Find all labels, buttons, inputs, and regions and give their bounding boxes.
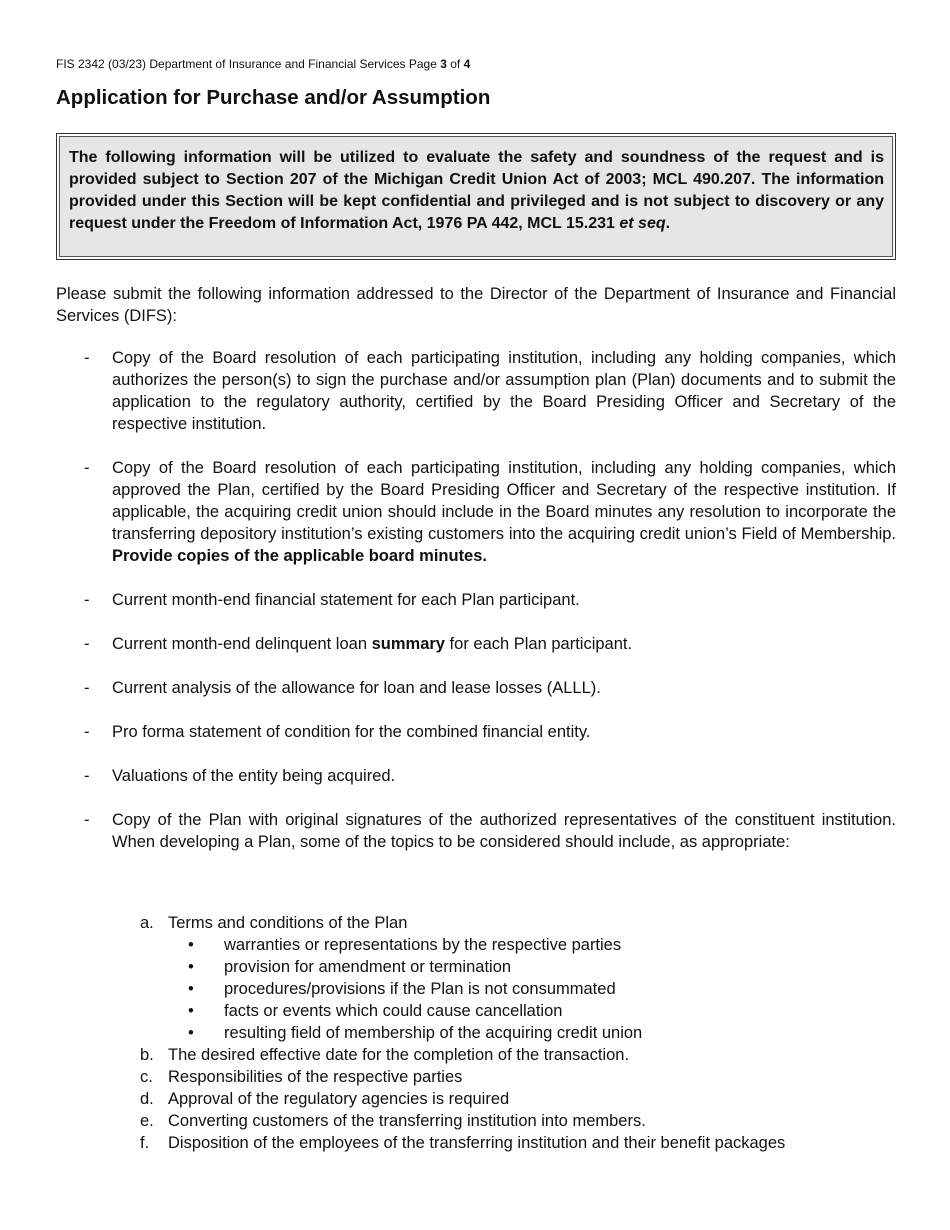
notice-text (59, 136, 893, 257)
bullet-item (168, 956, 900, 978)
bullet-icon: • (188, 980, 194, 998)
plan-topics-list (140, 912, 900, 1154)
bullet-text: provision for amendment or termination (224, 958, 512, 976)
item-text: Copy of the Board resolution of each participating institution, including any holding companies, which authorizes the person(s) to sign the purchase and/or assumption plan (Plan) documents and to submit the application to the regulatory authority, certified by the Board Presiding Officer and Secretary of the respective institution. (112, 349, 896, 433)
item-text: Current analysis of the allowance for loan and lease losses (ALLL). (112, 679, 601, 697)
form-header (56, 57, 470, 71)
dash-marker: - (84, 349, 90, 367)
topic-text: Approval of the regulatory agencies is required (168, 1090, 510, 1108)
topic-text: Converting customers of the transferring institution into members. (168, 1112, 646, 1130)
topic-text: Disposition of the employees of the transferring institution and their benefit packages (168, 1134, 786, 1152)
page-title: Application for Purchase and/or Assumption (56, 86, 491, 109)
topic-letter: e. (140, 1112, 154, 1130)
page-of: of (446, 57, 464, 71)
list-item (56, 677, 896, 699)
dash-marker: - (84, 679, 90, 697)
dash-marker: - (84, 459, 90, 477)
list-item (56, 589, 896, 611)
topic-item (140, 1066, 900, 1088)
list-item (56, 809, 896, 853)
list-item (56, 457, 896, 567)
bullet-icon: • (188, 1024, 194, 1042)
item-text: Valuations of the entity being acquired. (112, 767, 396, 785)
dash-marker: - (84, 811, 90, 829)
bullet-item (168, 978, 900, 1000)
item-text: Pro forma statement of condition for the combined financial entity. (112, 723, 591, 741)
list-item (56, 765, 896, 787)
requirements-list (56, 347, 896, 875)
item-text: Current month-end delinquent loan (112, 635, 372, 653)
intro-paragraph: Please submit the following information addressed to the Director of the Department of Insurance and Financial Services (DIFS): (56, 285, 896, 325)
topic-letter: f. (140, 1134, 150, 1152)
bullet-icon: • (188, 936, 194, 954)
item-text-after: for each Plan participant. (444, 635, 633, 653)
list-item (56, 633, 896, 655)
bullet-item (168, 934, 900, 956)
topic-letter: c. (140, 1068, 153, 1086)
item-bold-text: Provide copies of the applicable board minutes. (112, 547, 487, 565)
topic-text: Terms and conditions of the Plan (168, 914, 408, 932)
list-item (56, 347, 896, 435)
page-current: 3 (440, 57, 447, 71)
confidentiality-notice (56, 133, 896, 260)
topic-item (140, 1044, 900, 1066)
dash-marker: - (84, 723, 90, 741)
topic-item (140, 912, 900, 1044)
notice-body: The following information will be utilized to evaluate the safety and soundness of the request and is provided subject to Section 207 of the Michigan Credit Union Act of 2003; MCL 490.207. The information provided under this Section will be kept confidential and privileged and is not subject to discovery or any request under the Freedom of Information Act, 1976 PA 442, MCL 15.231 (69, 149, 884, 232)
topic-item (140, 1132, 900, 1154)
bullet-item (168, 1000, 900, 1022)
topic-letter: d. (140, 1090, 154, 1108)
bullet-icon: • (188, 958, 194, 976)
topic-letter: a. (140, 914, 154, 932)
notice-italic: et seq (619, 215, 666, 232)
item-text: Current month-end financial statement for each Plan participant. (112, 591, 580, 609)
dash-marker: - (84, 767, 90, 785)
bullet-text: warranties or representations by the respective parties (224, 936, 622, 954)
bullet-text: resulting field of membership of the acquiring credit union (224, 1024, 643, 1042)
notice-end: . (665, 215, 671, 232)
topic-text: Responsibilities of the respective parties (168, 1068, 463, 1086)
dash-marker: - (84, 635, 90, 653)
topic-text: The desired effective date for the completion of the transaction. (168, 1046, 630, 1064)
topic-item (140, 1110, 900, 1132)
item-text: Copy of the Plan with original signatures of the authorized representatives of the constituent institution. When developing a Plan, some of the topics to be considered should include, as appropriate: (112, 811, 896, 851)
item-bold-text: summary (371, 635, 445, 653)
topic-bullet-list (168, 934, 900, 1044)
dash-marker: - (84, 591, 90, 609)
item-text: Copy of the Board resolution of each participating institution, including any holding companies, which approved the Plan, certified by the Board Presiding Officer and Secretary of the respective institution. If applicable, the acquiring credit union should include in the Board minutes any resolution to incorporate the transferring depository institution’s existing customers into the acquiring credit union’s Field of Membership. (112, 459, 896, 543)
bullet-icon: • (188, 1002, 194, 1020)
list-item (56, 721, 896, 743)
topic-letter: b. (140, 1046, 154, 1064)
page-total: 4 (463, 57, 471, 71)
form-id: FIS 2342 (03/23) Department of Insurance and Financial Services Page (56, 57, 441, 71)
bullet-item (168, 1022, 900, 1044)
bullet-text: procedures/provisions if the Plan is not consummated (224, 980, 616, 998)
bullet-text: facts or events which could cause cancellation (224, 1002, 563, 1020)
topic-item (140, 1088, 900, 1110)
